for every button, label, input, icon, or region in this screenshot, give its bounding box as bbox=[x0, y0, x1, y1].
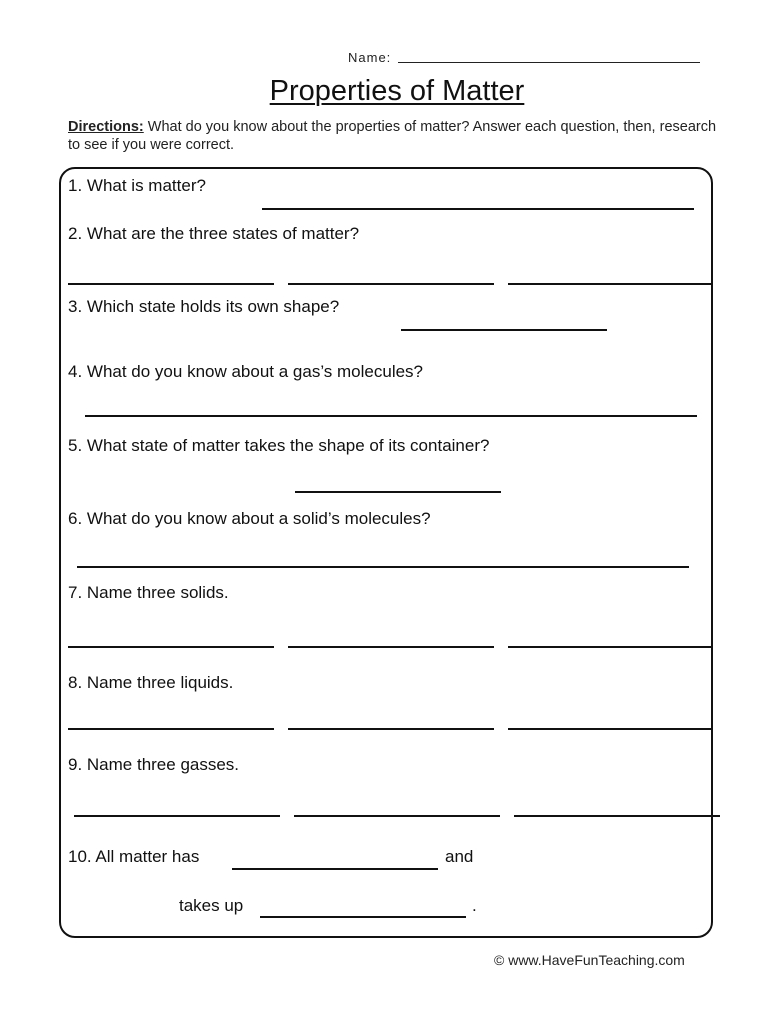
answer-line-2a[interactable] bbox=[68, 283, 274, 285]
question-4: 4. What do you know about a gas’s molecules? bbox=[68, 362, 424, 381]
answer-line-4[interactable] bbox=[85, 415, 697, 417]
directions-label: Directions: bbox=[68, 119, 144, 135]
question-10: 10. All matter has bbox=[68, 847, 200, 866]
question-10-takes-up: takes up bbox=[179, 896, 244, 915]
question-10-period: . bbox=[472, 896, 477, 915]
answer-line-9c[interactable] bbox=[514, 815, 720, 817]
directions bbox=[68, 118, 718, 154]
answer-line-8b[interactable] bbox=[288, 728, 494, 730]
answer-line-2b[interactable] bbox=[288, 283, 494, 285]
name-answer-line[interactable] bbox=[398, 62, 700, 63]
answer-line-7a[interactable] bbox=[68, 646, 274, 648]
answer-line-10b[interactable] bbox=[260, 916, 466, 918]
question-3: 3. Which state holds its own shape? bbox=[68, 297, 340, 316]
question-1: 1. What is matter? bbox=[68, 176, 206, 195]
question-5: 5. What state of matter takes the shape of its container? bbox=[68, 436, 490, 455]
question-10-and: and bbox=[445, 847, 474, 866]
page-title: Properties of Matter bbox=[269, 75, 525, 107]
question-8: 8. Name three liquids. bbox=[68, 673, 234, 692]
answer-line-9b[interactable] bbox=[294, 815, 500, 817]
question-2: 2. What are the three states of matter? bbox=[68, 224, 360, 243]
answer-line-2c[interactable] bbox=[508, 283, 713, 285]
answer-line-3[interactable] bbox=[401, 329, 607, 331]
answer-line-1[interactable] bbox=[262, 208, 694, 210]
question-7: 7. Name three solids. bbox=[68, 583, 229, 602]
copyright-footer: © www.HaveFunTeaching.com bbox=[494, 952, 685, 968]
directions-text: What do you know about the properties of matter? Answer each question, then, research to see if you were correct. bbox=[68, 119, 717, 153]
answer-line-8a[interactable] bbox=[68, 728, 274, 730]
question-9: 9. Name three gasses. bbox=[68, 755, 240, 774]
answer-line-7b[interactable] bbox=[288, 646, 494, 648]
answer-line-7c[interactable] bbox=[508, 646, 713, 648]
answer-line-8c[interactable] bbox=[508, 728, 713, 730]
answer-line-9a[interactable] bbox=[74, 815, 280, 817]
name-label: Name: bbox=[348, 50, 392, 65]
answer-line-6[interactable] bbox=[77, 566, 689, 568]
question-6: 6. What do you know about a solid’s molecules? bbox=[68, 509, 431, 528]
answer-line-10a[interactable] bbox=[232, 868, 438, 870]
answer-line-5[interactable] bbox=[295, 491, 501, 493]
